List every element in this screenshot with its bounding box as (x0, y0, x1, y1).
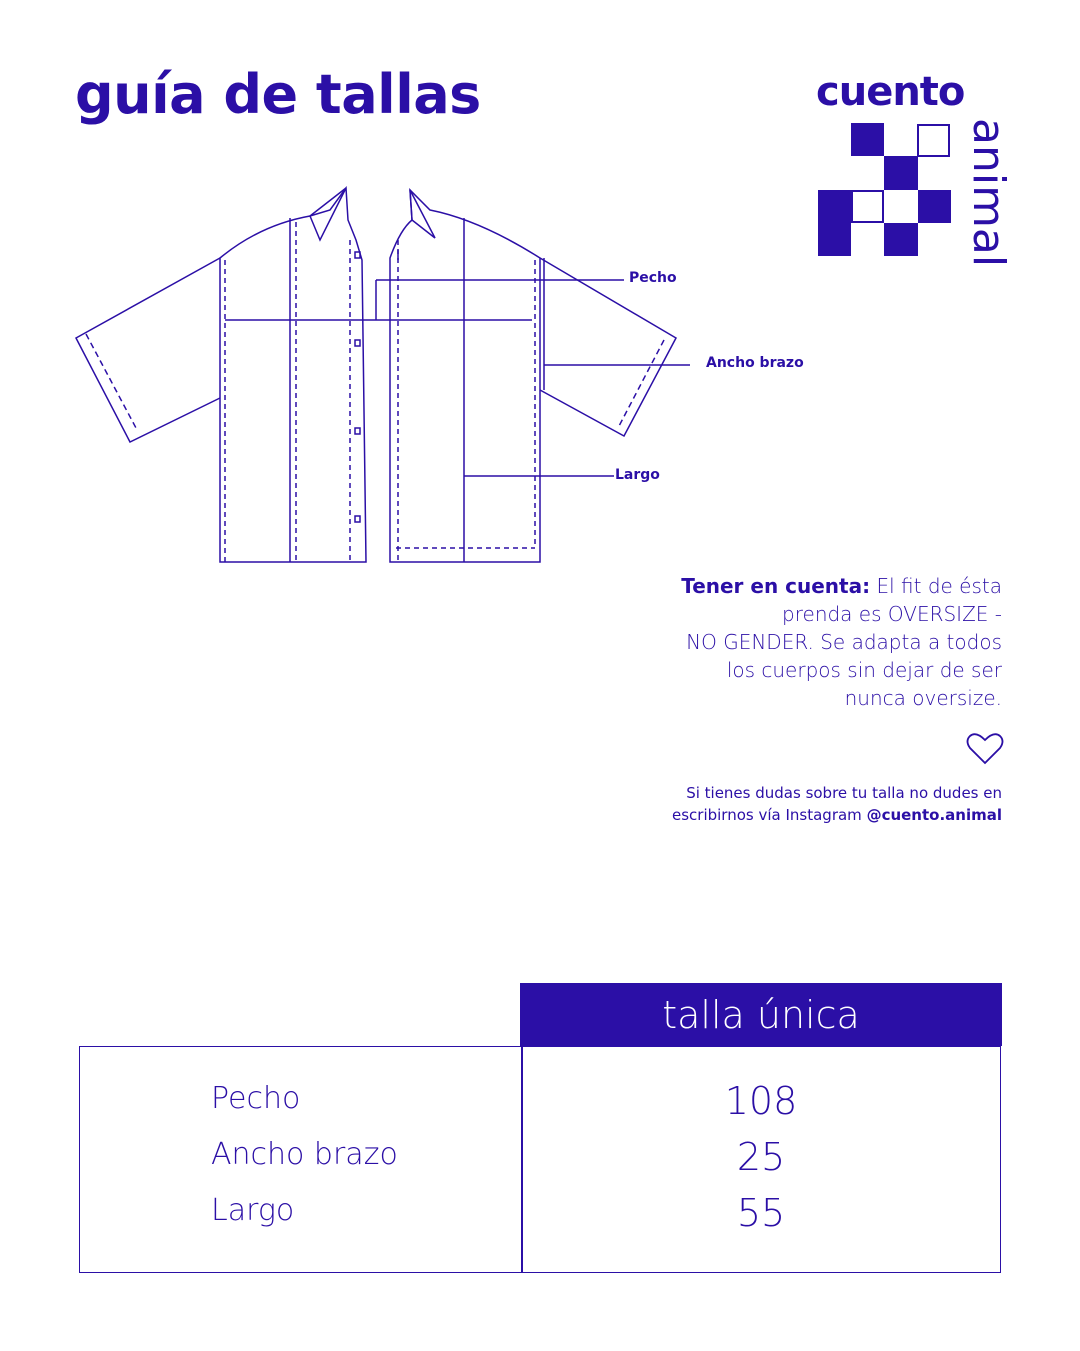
contact-line2: escribirnos vía Instagram (671, 806, 867, 824)
contact-line1: Si tienes dudas sobre tu talla no dudes en (686, 784, 1002, 802)
contact-note (582, 782, 1002, 826)
note-bold: Tener en cuenta: (681, 574, 871, 598)
page-title: guía de tallas (75, 63, 481, 126)
note-line2: prenda es OVERSIZE - (782, 602, 1002, 626)
brand-logo (800, 70, 1020, 270)
note-line5: nunca oversize. (844, 686, 1002, 710)
label-length: Largo (615, 467, 660, 483)
label-chest: Pecho (629, 270, 677, 286)
note-line3: NO GENDER. Se adapta a todos (686, 630, 1002, 654)
row-label-chest: Pecho (211, 1081, 301, 1116)
row-value-length: 55 (736, 1191, 786, 1235)
logo-word-animal: animal (963, 118, 1014, 268)
note-line4: los cuerpos sin dejar de ser (726, 658, 1002, 682)
row-value-chest: 108 (724, 1079, 798, 1123)
heart-icon (966, 732, 1004, 766)
fit-note (642, 572, 1002, 712)
size-header: talla única (520, 983, 1002, 1046)
note-line1: El fit de ésta (870, 574, 1002, 598)
instagram-handle[interactable]: @cuento.animal (866, 806, 1002, 824)
row-value-arm-width: 25 (736, 1135, 786, 1179)
logo-checker-icon (818, 123, 958, 258)
shirt-diagram (70, 180, 690, 580)
row-label-length: Largo (211, 1193, 295, 1228)
label-arm-width: Ancho brazo (706, 355, 804, 371)
size-table (79, 1046, 1001, 1273)
logo-word-cuento: cuento (816, 69, 965, 115)
row-label-arm-width: Ancho brazo (211, 1137, 398, 1172)
